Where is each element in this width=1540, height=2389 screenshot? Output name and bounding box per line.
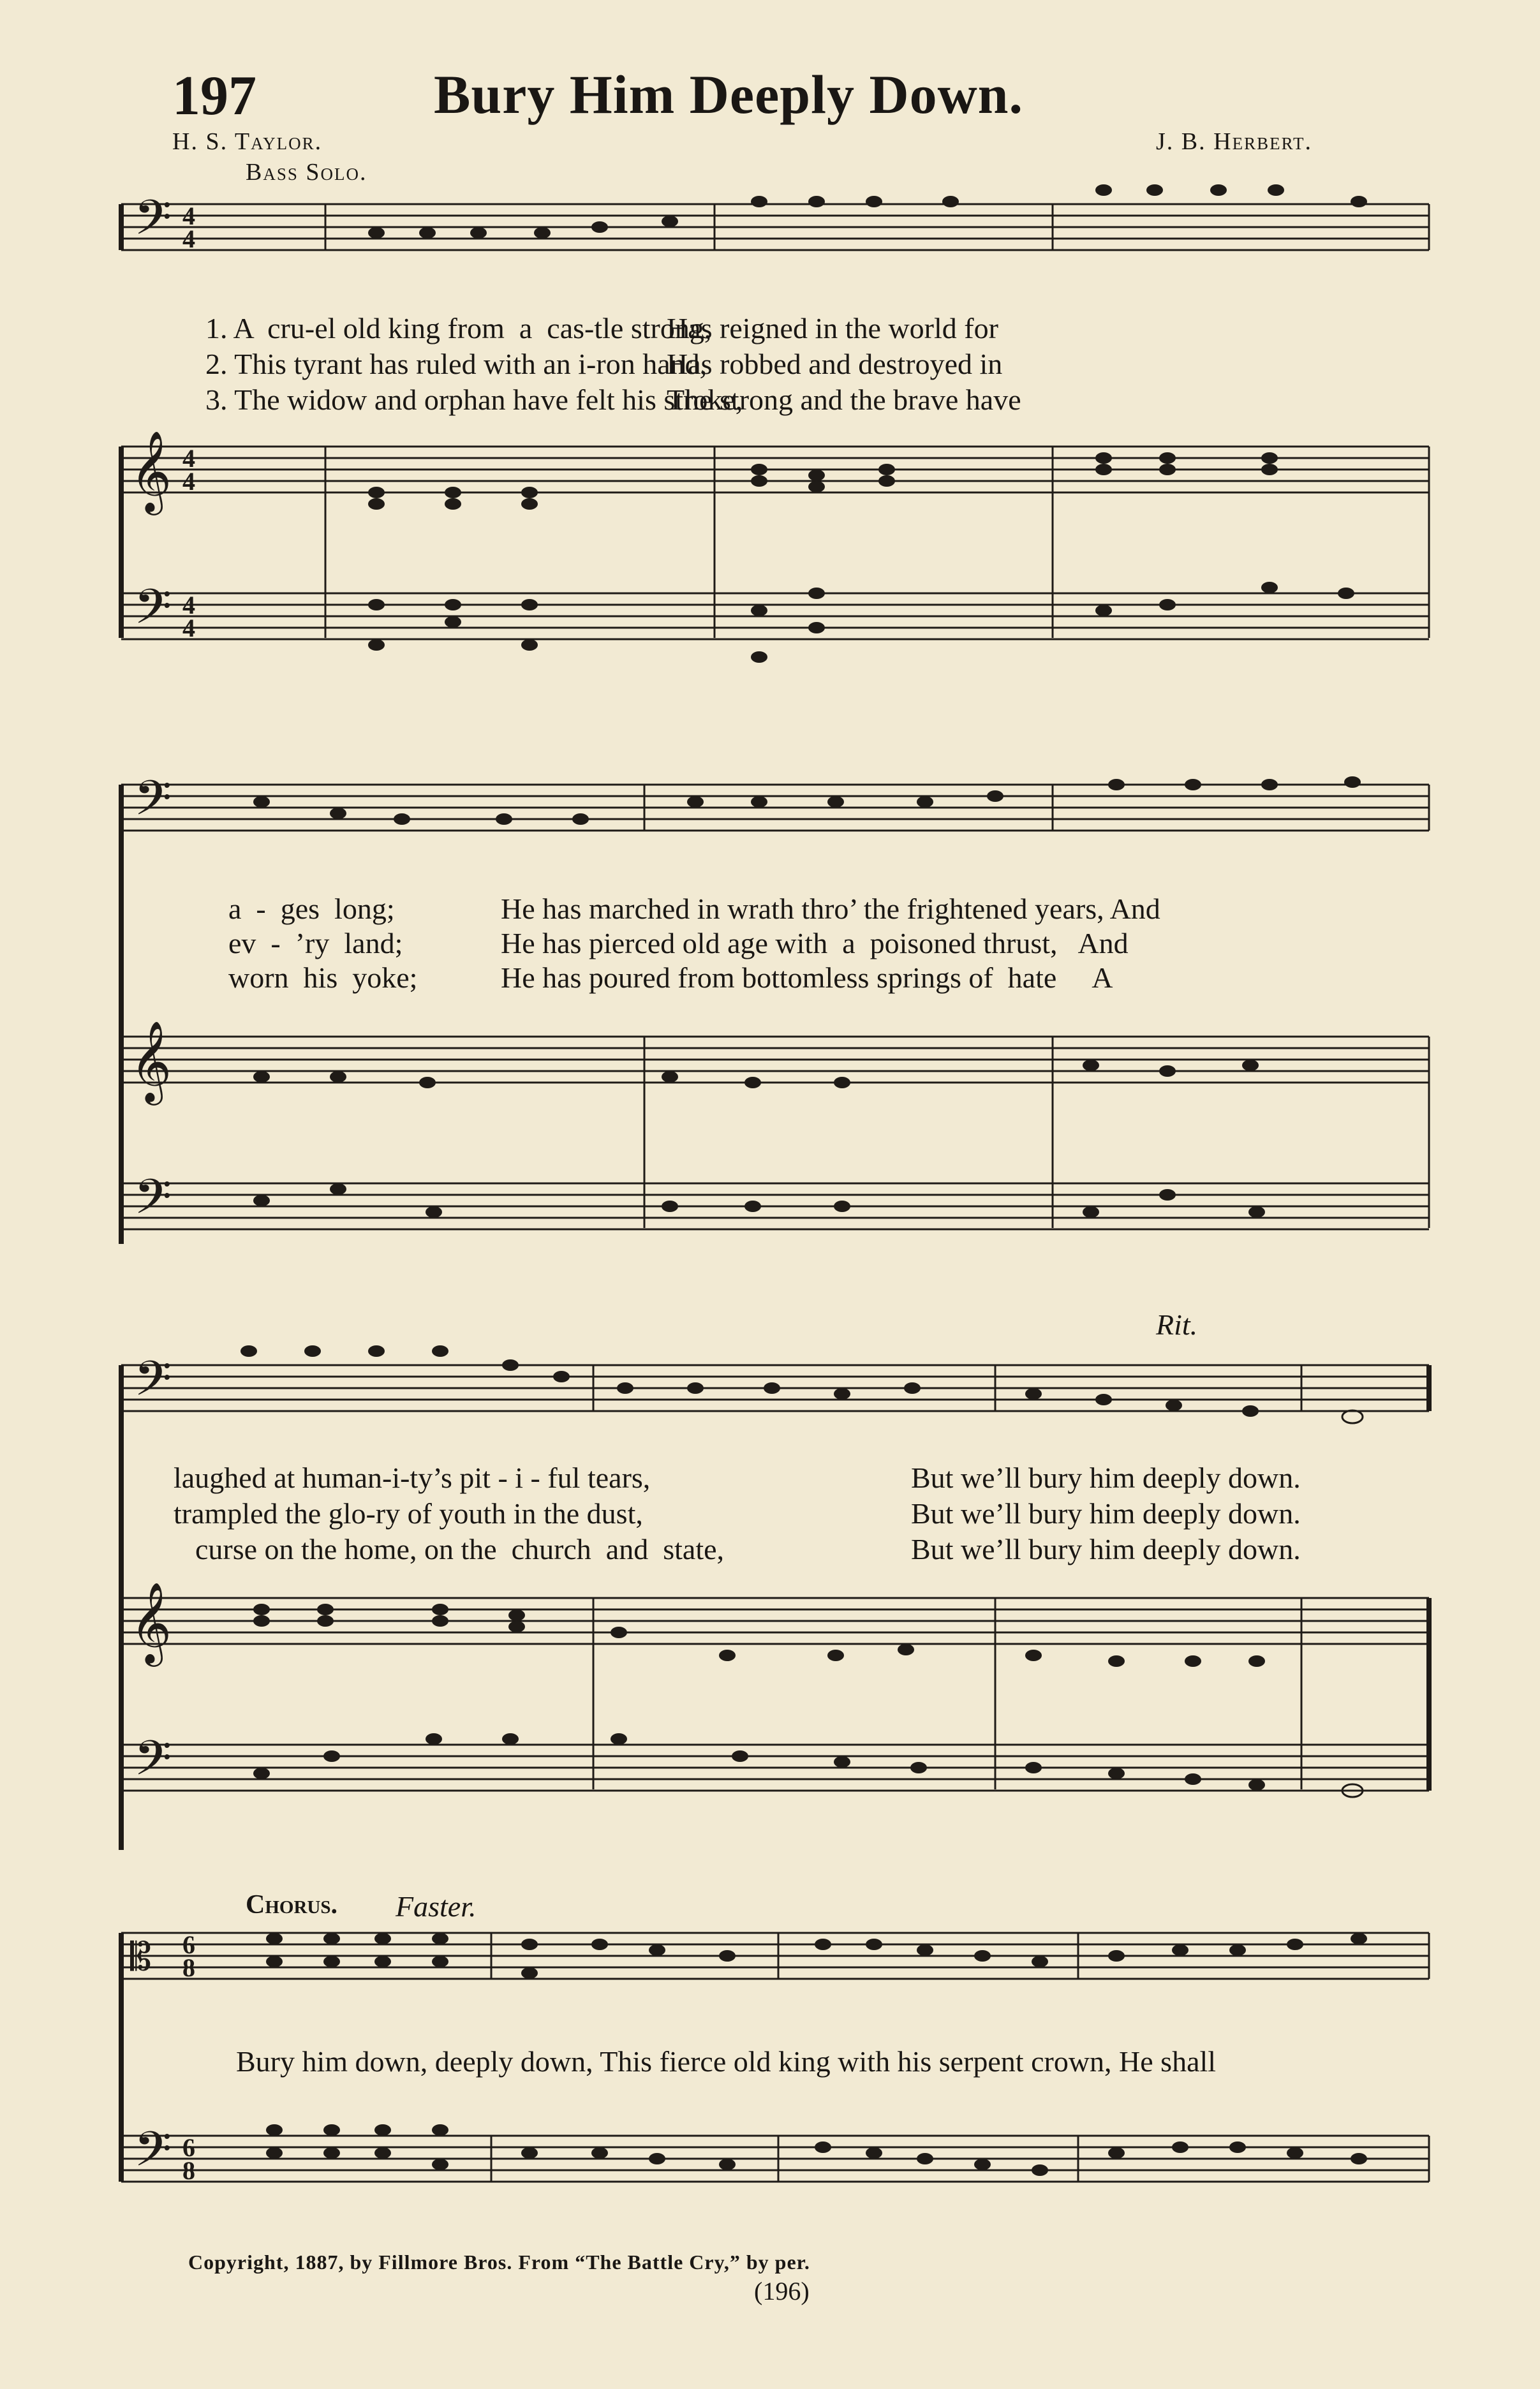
system1-bass-staff xyxy=(121,579,1429,663)
system1-solo-staff xyxy=(121,184,1429,258)
svg-text:𝄢: 𝄢 xyxy=(134,2121,172,2189)
svg-text:𝄞: 𝄞 xyxy=(130,1020,172,1102)
verse3-line3-start: curse on the home, on the church and state, xyxy=(195,1533,725,1565)
svg-text:8: 8 xyxy=(182,2156,195,2185)
svg-text:6: 6 xyxy=(182,1930,195,1959)
svg-text:𝄡: 𝄡 xyxy=(130,1935,152,1979)
verse1-line1-start: 1. A cru-el old king from a cas-tle strong, xyxy=(205,312,712,344)
verse3-line3-end: But we’ll bury him deeply down. xyxy=(911,1533,1301,1565)
system1-treble-staff xyxy=(121,430,1429,638)
verse2-line1-end: Has robbed and destroyed in xyxy=(667,348,1003,380)
svg-text:4: 4 xyxy=(182,614,195,642)
verse2-line2-start: ev - ’ry land; xyxy=(228,927,403,959)
verse3-line1-end: The strong and the brave have xyxy=(667,383,1021,416)
system3-treble-staff xyxy=(121,1581,1429,1789)
svg-text:𝄞: 𝄞 xyxy=(130,430,172,512)
svg-text:𝄢: 𝄢 xyxy=(134,1730,172,1798)
verse1-line3-end: But we’ll bury him deeply down. xyxy=(911,1461,1301,1494)
svg-text:𝄢: 𝄢 xyxy=(134,1169,172,1237)
svg-text:4: 4 xyxy=(182,444,195,473)
svg-text:6: 6 xyxy=(182,2133,195,2162)
svg-text:𝄢: 𝄢 xyxy=(134,1350,172,1419)
solo-marking: Bass Solo. xyxy=(246,159,367,186)
system2-solo-staff xyxy=(121,770,1429,1244)
svg-text:4: 4 xyxy=(182,467,195,496)
verse2-line3-end: But we’ll bury him deeply down. xyxy=(911,1497,1301,1530)
svg-text:𝄞: 𝄞 xyxy=(130,1581,172,1663)
chorus-lyric: Bury him down, deeply down, This fierce old king with his serpent crown, He shall xyxy=(236,2045,1217,2078)
svg-text:𝄢: 𝄢 xyxy=(134,579,172,647)
verse2-line3-start: trampled the glo-ry of youth in the dust, xyxy=(174,1497,643,1530)
verse1-line2-end: He has marched in wrath thro’ the frightened years, And xyxy=(501,892,1160,925)
page-number: (196) xyxy=(754,2277,810,2305)
svg-text:4: 4 xyxy=(182,591,195,619)
ritardando-mark: Rit. xyxy=(1156,1308,1198,1341)
system3-bass-staff xyxy=(121,1730,1429,1798)
composer-credit: J. B. Herbert. xyxy=(1156,128,1312,155)
hymn-title: Bury Him Deeply Down. xyxy=(434,64,1023,125)
verse3-line2-start: worn his yoke; xyxy=(228,961,418,994)
copyright-notice: Copyright, 1887, by Fillmore Bros. From “The Battle Cry,” by per. xyxy=(188,2251,810,2274)
svg-text:8: 8 xyxy=(182,1953,195,1982)
chorus-bass-staff xyxy=(121,2121,1429,2189)
svg-text:𝄢: 𝄢 xyxy=(134,189,172,258)
svg-text:4: 4 xyxy=(182,225,195,253)
hymn-number: 197 xyxy=(172,65,256,127)
chorus-tempo: Faster. xyxy=(396,1890,477,1923)
svg-text:4: 4 xyxy=(182,202,195,230)
system2-bass-staff xyxy=(121,1169,1429,1237)
verse2-line1-start: 2. This tyrant has ruled with an i-ron hand, xyxy=(205,348,707,380)
verse1-line1-end: Has reigned in the world for xyxy=(667,312,998,344)
lyricist-credit: H. S. Taylor. xyxy=(172,128,323,155)
system2-treble-staff xyxy=(121,1020,1429,1228)
verse1-line2-start: a - ges long; xyxy=(228,892,395,925)
verse2-line2-end: He has pierced old age with a poisoned thrust, And xyxy=(501,927,1129,959)
verse3-line2-end: He has poured from bottomless springs of hate A xyxy=(501,961,1113,994)
verse3-line1-start: 3. The widow and orphan have felt his stroke, xyxy=(205,383,743,416)
verse1-line3-start: laughed at human-i-ty’s pit - i - ful tears, xyxy=(174,1461,651,1494)
svg-text:𝄢: 𝄢 xyxy=(134,770,172,838)
chorus-label: Chorus. xyxy=(246,1890,337,1919)
